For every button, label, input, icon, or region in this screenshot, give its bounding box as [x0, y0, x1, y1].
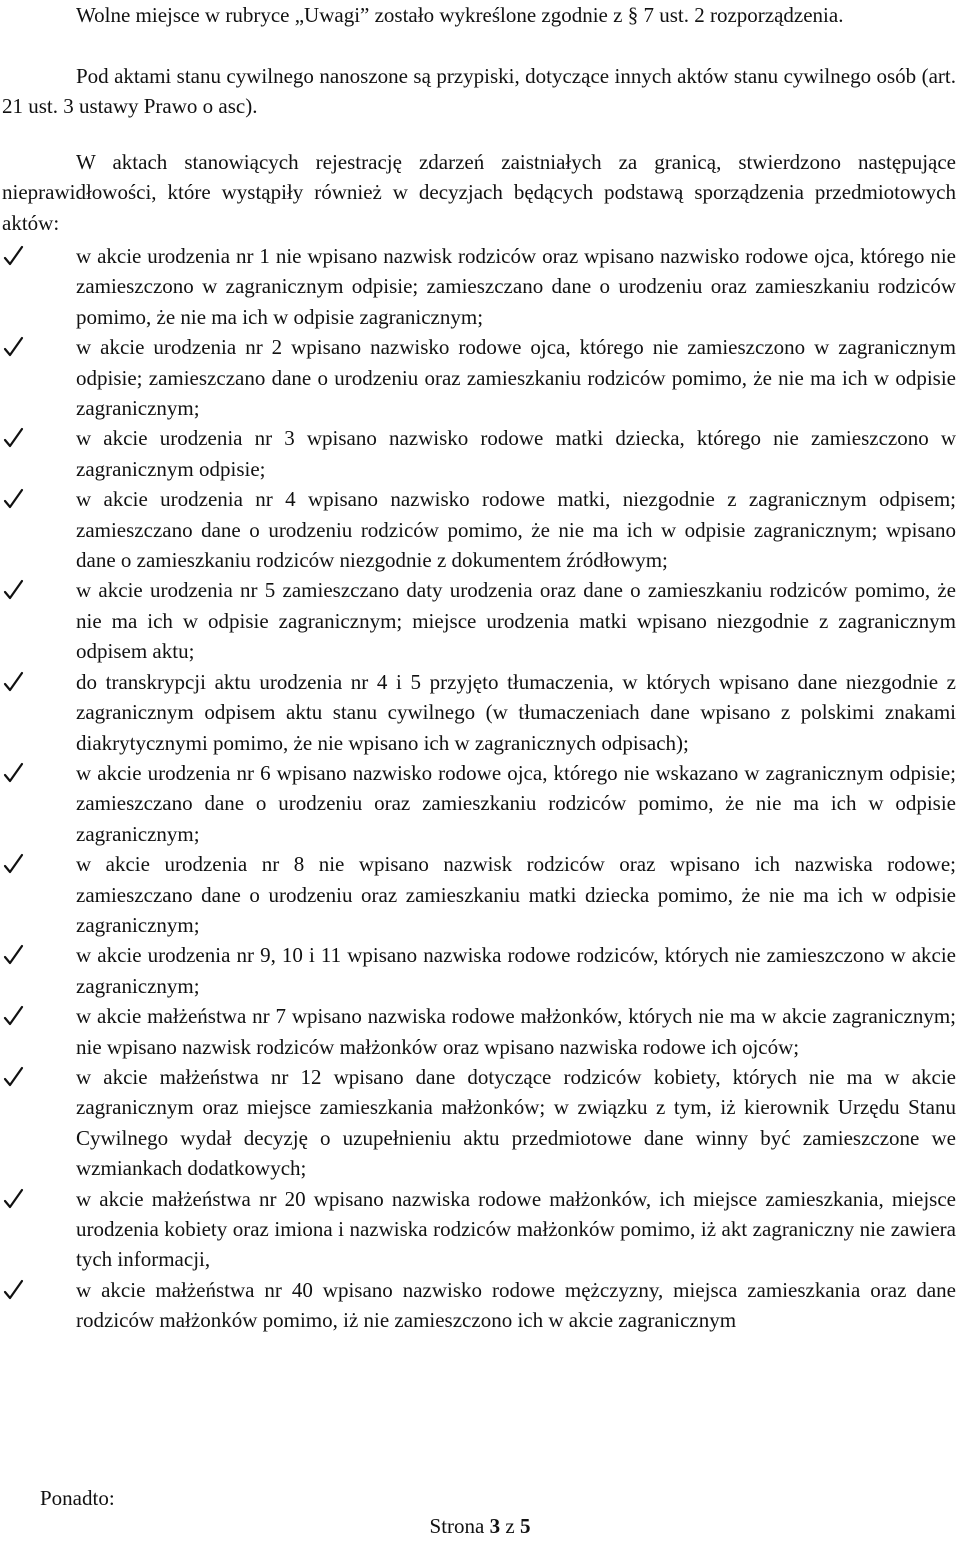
- list-item-text: do transkrypcji aktu urodzenia nr 4 i 5 przyjęto tłumaczenia, w których wpisano dane niezgodnie z zagranicznym odpisem aktu stanu cywilnego (w tłumaczeniach dane wpisano z polskimi znakami diakrytycznymi pomimo, że nie wpisano ich w zagranicznych odpisach);: [76, 669, 956, 755]
- list-item: [2, 241, 956, 332]
- list-item-text: w akcie małżeństwa nr 40 wpisano nazwisko rodowe mężczyzny, miejsca zamieszkania oraz dane rodziców małżonków pomimo, iż nie zamieszczono ich w akcie zagranicznym: [76, 1277, 956, 1333]
- checkmark-icon: [2, 1001, 32, 1031]
- checkmark-icon: [2, 667, 32, 697]
- paragraph-intro: [2, 147, 956, 238]
- checkmark-icon: [2, 849, 32, 879]
- list-item-text: w akcie urodzenia nr 3 wpisano nazwisko rodowe matki dziecka, którego nie zamieszczono w zagranicznym odpisie;: [76, 426, 956, 481]
- footer-page-number: 3: [489, 1514, 501, 1538]
- list-item-text: w akcie urodzenia nr 2 wpisano nazwisko rodowe ojca, którego nie zamieszczono w zagranicznym odpisie; zamieszczano dane o urodzeniu oraz zamieszkaniu rodziców pomimo, że nie ma ich w odpisie zagranicznym;: [76, 335, 956, 421]
- list-item: [2, 940, 956, 1001]
- list-item: [2, 1184, 956, 1275]
- list-item: [2, 332, 956, 423]
- footer-prefix: Strona: [429, 1514, 490, 1538]
- list-item-text: w akcie małżeństwa nr 12 wpisano dane dotyczące rodziców kobiety, których nie ma w akcie zagranicznym oraz miejsce zamieszkania małżonków; w związku z tym, iż kierownik Urzędu Stanu Cywilnego wydał decyzję o uzupełnieniu aktu przedmiotowe dane winny być zamieszczone we wzmiankach dodatkowych;: [76, 1064, 956, 1181]
- footer-page-total: 5: [519, 1514, 531, 1538]
- findings-list: [2, 241, 956, 1336]
- checkmark-icon: [2, 332, 32, 362]
- list-item: [2, 575, 956, 666]
- list-item-text: w akcie urodzenia nr 8 nie wpisano nazwisk rodziców oraz wpisano ich nazwiska rodowe; zamieszczano dane o urodzeniu oraz zamieszkaniu matki dziecka pomimo, że nie ma ich w odpisie zagranicznym;: [76, 852, 956, 937]
- list-item-text: w akcie małżeństwa nr 7 wpisano nazwiska rodowe małżonków, których nie ma w akcie zagranicznym; nie wpisano nazwisk rodziców małżonków oraz wpisano nazwiska rodowe ich ojców;: [76, 1004, 956, 1059]
- list-item-text: w akcie urodzenia nr 9, 10 i 11 wpisano nazwiska rodowe rodziców, których nie zamieszczono w akcie zagranicznym;: [76, 943, 956, 998]
- checkmark-icon: [2, 1184, 32, 1214]
- list-item: [2, 667, 956, 758]
- list-item: [2, 1275, 956, 1336]
- paragraph-przypiski: [2, 61, 956, 122]
- paragraph-uwagi: [2, 0, 956, 30]
- checkmark-icon: [2, 484, 32, 514]
- paragraph-uwagi-text: Wolne miejsce w rubryce „Uwagi” zostało wykreślone zgodnie z § 7 ust. 2 rozporządzenia.: [76, 3, 844, 27]
- checkmark-icon: [2, 940, 32, 970]
- list-item-text: w akcie urodzenia nr 1 nie wpisano nazwisk rodziców oraz wpisano nazwisko rodowe ojca, którego nie zamieszczono w zagranicznym odpisie; zamieszczano dane o urodzeniu oraz zamieszkaniu rodziców pomimo, że nie ma ich w odpisie zagranicznym;: [76, 244, 956, 329]
- paragraph-intro-text: W aktach stanowiących rejestrację zdarzeń zaistniałych za granicą, stwierdzono następujące nieprawidłowości, które wystąpiły również w decyzjach będących podstawą sporządzenia przedmiotowych aktów:: [2, 150, 956, 235]
- list-item-text: w akcie urodzenia nr 5 zamieszczano daty urodzenia oraz dane o zamieszkaniu rodziców pomimo, że nie ma ich w odpisie zagranicznym; miejsce urodzenia matki wpisano niezgodnie z zagranicznym odpisem aktu;: [76, 578, 956, 664]
- list-item: [2, 849, 956, 940]
- checkmark-icon: [2, 758, 32, 788]
- list-item: [2, 484, 956, 575]
- checkmark-icon: [2, 1275, 32, 1305]
- ponadto-label: Ponadto:: [40, 1486, 115, 1510]
- checkmark-icon: [2, 423, 32, 453]
- checkmark-icon: [2, 575, 32, 605]
- list-item: [2, 1001, 956, 1062]
- paragraph-przypiski-text: Pod aktami stanu cywilnego nanoszone są przypiski, dotyczące innych aktów stanu cywilnego osób (art. 21 ust. 3 ustawy Prawo o asc).: [2, 64, 956, 119]
- footer-middle: z: [500, 1514, 520, 1538]
- list-item-text: w akcie urodzenia nr 4 wpisano nazwisko rodowe matki, niezgodnie z zagranicznym odpisem; zamieszczano dane o urodzeniu rodziców pomimo, że nie ma ich w odpisie zagranicznym; wpisano dane o zamieszkaniu rodziców niezgodnie z dokumentem źródłowym;: [76, 487, 956, 573]
- checkmark-icon: [2, 241, 32, 271]
- page-footer: [0, 1511, 960, 1541]
- list-item: [2, 1062, 956, 1184]
- list-item-text: w akcie małżeństwa nr 20 wpisano nazwiska rodowe małżonków, ich miejsce zamieszkania, miejsce urodzenia kobiety oraz imiona i nazwiska rodziców małżonków pomimo, iż akt zagraniczny nie zawiera tych informacji,: [76, 1186, 956, 1272]
- list-item-text: w akcie urodzenia nr 6 wpisano nazwisko rodowe ojca, którego nie wskazano w zagranicznym odpisie; zamieszczano dane o urodzeniu oraz zamieszkaniu rodziców pomimo, że nie ma ich w odpisie zagranicznym;: [76, 760, 956, 846]
- list-item: [2, 758, 956, 849]
- checkmark-icon: [2, 1062, 32, 1092]
- list-item: [2, 423, 956, 484]
